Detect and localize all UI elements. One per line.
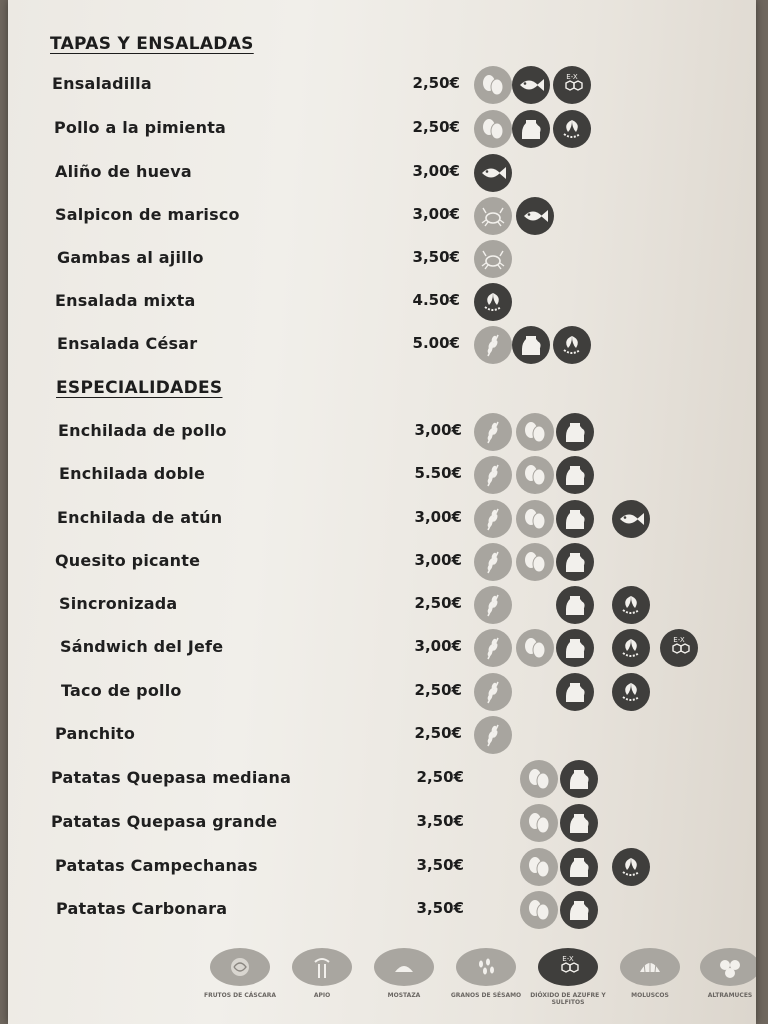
item-price: 3,50€ (412, 248, 460, 266)
crustaceans-icon (474, 240, 512, 278)
milk-icon (556, 629, 594, 667)
milk-icon (556, 586, 594, 624)
legend-item (364, 948, 444, 999)
gluten-icon (474, 326, 512, 364)
fish-icon (516, 197, 554, 235)
nuts-icon (474, 283, 512, 321)
item-name: Patatas Campechanas (55, 856, 258, 875)
nuts-icon (612, 586, 650, 624)
item-name: Sándwich del Jefe (60, 637, 224, 656)
legend-item (200, 948, 280, 999)
molluscs-icon (620, 948, 680, 986)
item-price: 5.50€ (414, 464, 462, 482)
gluten-icon (474, 716, 512, 754)
section-title: TAPAS Y ENSALADAS (50, 34, 254, 54)
menu-item (8, 156, 756, 192)
item-price: 3,00€ (414, 508, 462, 526)
milk-icon (512, 326, 550, 364)
menu-item (8, 850, 756, 886)
menu-item (8, 502, 756, 538)
item-name: Ensalada César (57, 334, 198, 353)
eggs-icon (520, 848, 558, 886)
fish-icon (512, 66, 550, 104)
item-price: 2,50€ (412, 118, 460, 136)
eggs-icon (520, 760, 558, 798)
fish-icon (474, 154, 512, 192)
legend-item (282, 948, 362, 999)
item-price: 2,50€ (416, 768, 464, 786)
item-name: Ensalada mixta (55, 291, 196, 310)
item-price: 3,00€ (414, 637, 462, 655)
svg-text:E-X: E-X (673, 636, 685, 644)
svg-text:E-X: E-X (562, 955, 574, 963)
milk-icon (560, 848, 598, 886)
menu-item (8, 631, 756, 667)
mustard-icon (374, 948, 434, 986)
sulphites-icon (538, 948, 598, 986)
menu-item (8, 199, 756, 235)
celery-icon (292, 948, 352, 986)
item-price: 2,50€ (412, 74, 460, 92)
item-name: Taco de pollo (61, 681, 182, 700)
allergen-legend (8, 948, 756, 1024)
nuts-icon (612, 673, 650, 711)
milk-icon (556, 456, 594, 494)
section-title: ESPECIALIDADES (56, 378, 223, 398)
item-name: Gambas al ajillo (57, 248, 204, 267)
sulphites-icon (553, 66, 591, 104)
eggs-icon (520, 804, 558, 842)
milk-icon (556, 500, 594, 538)
menu-item (8, 545, 756, 581)
item-name: Sincronizada (59, 594, 178, 613)
item-price: 3,50€ (416, 856, 464, 874)
menu-sheet (8, 0, 756, 1024)
eggs-icon (516, 629, 554, 667)
item-name: Patatas Quepasa mediana (51, 768, 292, 787)
sesame-icon (456, 948, 516, 986)
item-price: 3,00€ (412, 205, 460, 223)
crustaceans-icon (474, 197, 512, 235)
lupin-icon (700, 948, 756, 986)
fish-icon (612, 500, 650, 538)
menu-item (8, 112, 756, 148)
gluten-icon (474, 629, 512, 667)
milk-icon (556, 543, 594, 581)
nuts-icon (553, 326, 591, 364)
item-name: Salpicon de marisco (55, 205, 240, 224)
eggs-icon (474, 110, 512, 148)
legend-label: GRANOS DE SÉSAMO (450, 992, 522, 999)
gluten-icon (474, 500, 512, 538)
milk-icon (556, 413, 594, 451)
legend-label: MOLUSCOS (631, 992, 669, 999)
sulphites-icon (660, 629, 698, 667)
item-name: Enchilada de atún (57, 508, 223, 527)
eggs-icon (516, 543, 554, 581)
item-name: Pollo a la pimienta (54, 118, 227, 137)
eggs-icon (520, 891, 558, 929)
item-price: 4.50€ (412, 291, 460, 309)
item-price: 2,50€ (414, 681, 462, 699)
legend-label: ALTRAMUCES (707, 992, 753, 999)
item-name: Ensaladilla (52, 74, 152, 93)
svg-text:E-X: E-X (566, 73, 578, 81)
item-price: 3,50€ (416, 812, 464, 830)
milk-icon (556, 673, 594, 711)
eggs-icon (516, 500, 554, 538)
nuts-icon (612, 848, 650, 886)
legend-item (690, 948, 756, 999)
nuts-icon (553, 110, 591, 148)
menu-item (8, 285, 756, 321)
eggs-icon (516, 413, 554, 451)
legend-label: APIO (313, 992, 331, 999)
menu-item (8, 893, 756, 929)
item-price: 3,00€ (414, 551, 462, 569)
menu-item (8, 328, 756, 364)
item-price: 3,00€ (414, 421, 462, 439)
gluten-icon (474, 586, 512, 624)
legend-item (528, 948, 608, 1006)
menu-item (8, 806, 756, 842)
eggs-icon (516, 456, 554, 494)
eggs-icon (474, 66, 512, 104)
nuts-icon (612, 629, 650, 667)
gluten-icon (474, 456, 512, 494)
menu-item (8, 415, 756, 451)
milk-icon (560, 804, 598, 842)
menu-item (8, 242, 756, 278)
menu-item (8, 588, 756, 624)
legend-label: MOSTAZA (387, 992, 421, 999)
item-price: 3,00€ (412, 162, 460, 180)
legend-label: FRUTOS DE CÁSCARA (203, 992, 277, 999)
menu-item (8, 68, 756, 104)
item-name: Enchilada doble (59, 464, 206, 483)
gluten-icon (474, 543, 512, 581)
item-name: Patatas Carbonara (56, 899, 228, 918)
milk-icon (560, 760, 598, 798)
item-name: Panchito (55, 724, 136, 743)
menu-item (8, 762, 756, 798)
legend-label: DIÓXIDO DE AZUFRE Y SULFITOS (530, 992, 606, 1006)
item-price: 3,50€ (416, 899, 464, 917)
nuts-icon (210, 948, 270, 986)
milk-icon (560, 891, 598, 929)
menu-item (8, 675, 756, 711)
item-price: 5.00€ (412, 334, 460, 352)
item-price: 2,50€ (414, 594, 462, 612)
menu-item (8, 718, 756, 754)
item-name: Patatas Quepasa grande (51, 812, 278, 831)
legend-item (446, 948, 526, 999)
gluten-icon (474, 673, 512, 711)
item-price: 2,50€ (414, 724, 462, 742)
menu-item (8, 458, 756, 494)
gluten-icon (474, 413, 512, 451)
legend-item (610, 948, 690, 999)
item-name: Aliño de hueva (55, 162, 192, 181)
item-name: Enchilada de pollo (58, 421, 227, 440)
item-name: Quesito picante (55, 551, 201, 570)
milk-icon (512, 110, 550, 148)
